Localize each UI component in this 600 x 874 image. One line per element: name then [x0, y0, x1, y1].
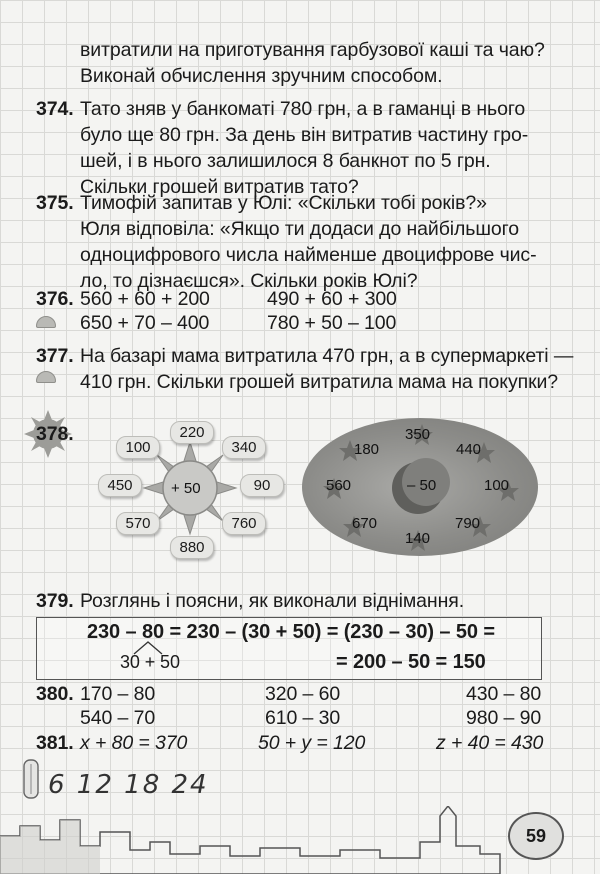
formula-line-2: = 200 – 50 = 150: [336, 651, 486, 673]
problem-374-line: Скільки грошей витратив тато?: [80, 176, 359, 198]
equation-z: z + 40 = 430: [436, 732, 544, 754]
problem-375-line: Юля відповіла: «Якщо ти додаси до найбільшого: [80, 218, 519, 240]
problem-376-number: 376.: [36, 288, 74, 310]
problem-374-line: шей, і в нього залишилося 8 банкнот по 5 грн.: [80, 150, 491, 172]
moon-value: 560: [326, 477, 352, 494]
intro-line-2: Виконай обчислення зручним способом.: [80, 65, 443, 87]
intro-line-1: витратили на приготування гарбузової каші та чаю?: [80, 39, 545, 61]
problem-380-number: 380.: [36, 683, 74, 705]
sun-value-badge: 90: [240, 474, 284, 497]
problem-376-expr: 780 + 50 – 100: [267, 312, 397, 334]
moon-value: 350: [405, 426, 431, 443]
sun-value-badge: 450: [98, 474, 142, 497]
moon-value: 440: [456, 441, 482, 458]
formula-line-1: 230 – 80 = 230 – (30 + 50) = (230 – 30) – 50 =: [87, 621, 495, 643]
problem-375-line: Тимофій запитав у Юлі: «Скільки тобі років?»: [80, 192, 487, 214]
split-expression: 30 + 50: [120, 652, 180, 672]
sun-operation: + 50: [171, 480, 201, 497]
moon-value: 100: [484, 477, 510, 494]
pair-work-icon: [36, 371, 56, 383]
moon-value: 180: [354, 441, 380, 458]
sun-value-badge: 760: [222, 512, 266, 535]
problem-377-line: На базарі мама витратила 470 грн, а в супермаркеті —: [80, 345, 574, 367]
moon-value: 790: [455, 515, 481, 532]
problem-377-number: 377.: [36, 345, 74, 367]
problem-379-text: Розглянь і поясни, як виконали віднімання.: [80, 590, 465, 612]
pair-work-icon: [36, 316, 56, 328]
page-number: 59: [508, 812, 564, 860]
problem-380-expr: 320 – 60: [265, 683, 341, 705]
sun-value-badge: 340: [222, 436, 266, 459]
pencil-icon: [16, 756, 46, 804]
problem-375-line: одноцифрового числа найменше двоцифрове чис-: [80, 244, 537, 266]
problem-374-line: було ще 80 грн. За день він витратив частину гро-: [80, 124, 529, 146]
problem-380-expr: 610 – 30: [265, 707, 341, 729]
problem-376-expr: 490 + 60 + 300: [267, 288, 397, 310]
problem-380-expr: 540 – 70: [80, 707, 156, 729]
moon-value: 140: [405, 530, 431, 547]
sun-value-badge: 220: [170, 421, 214, 444]
problem-374-number: 374.: [36, 98, 74, 120]
equation-y: 50 + y = 120: [258, 732, 366, 754]
problem-375-line: ло, то дізнаєшся». Скільки років Юлі?: [80, 270, 418, 292]
problem-380-expr: 170 – 80: [80, 683, 156, 705]
problem-380-expr: 430 – 80: [466, 683, 542, 705]
problem-376-expr: 560 + 60 + 200: [80, 288, 210, 310]
problem-380-expr: 980 – 90: [466, 707, 542, 729]
problem-377-line: 410 грн. Скільки грошей витратила мама на покупки?: [80, 371, 559, 393]
problem-381-number: 381.: [36, 732, 74, 754]
moon-value: 670: [352, 515, 378, 532]
equation-x: x + 80 = 370: [80, 732, 188, 754]
sun-value-badge: 880: [170, 536, 214, 559]
problem-378-number: 378.: [36, 423, 74, 445]
problem-379-number: 379.: [36, 590, 74, 612]
problem-375-number: 375.: [36, 192, 74, 214]
handwritten-sequence: 6 12 18 24: [48, 770, 209, 800]
problem-376-expr: 650 + 70 – 400: [80, 312, 210, 334]
sun-value-badge: 570: [116, 512, 160, 535]
moon-operation: – 50: [407, 477, 437, 494]
problem-374-line: Тато зняв у банкоматі 780 грн, а в гаманці в нього: [80, 98, 526, 120]
sun-value-badge: 100: [116, 436, 160, 459]
